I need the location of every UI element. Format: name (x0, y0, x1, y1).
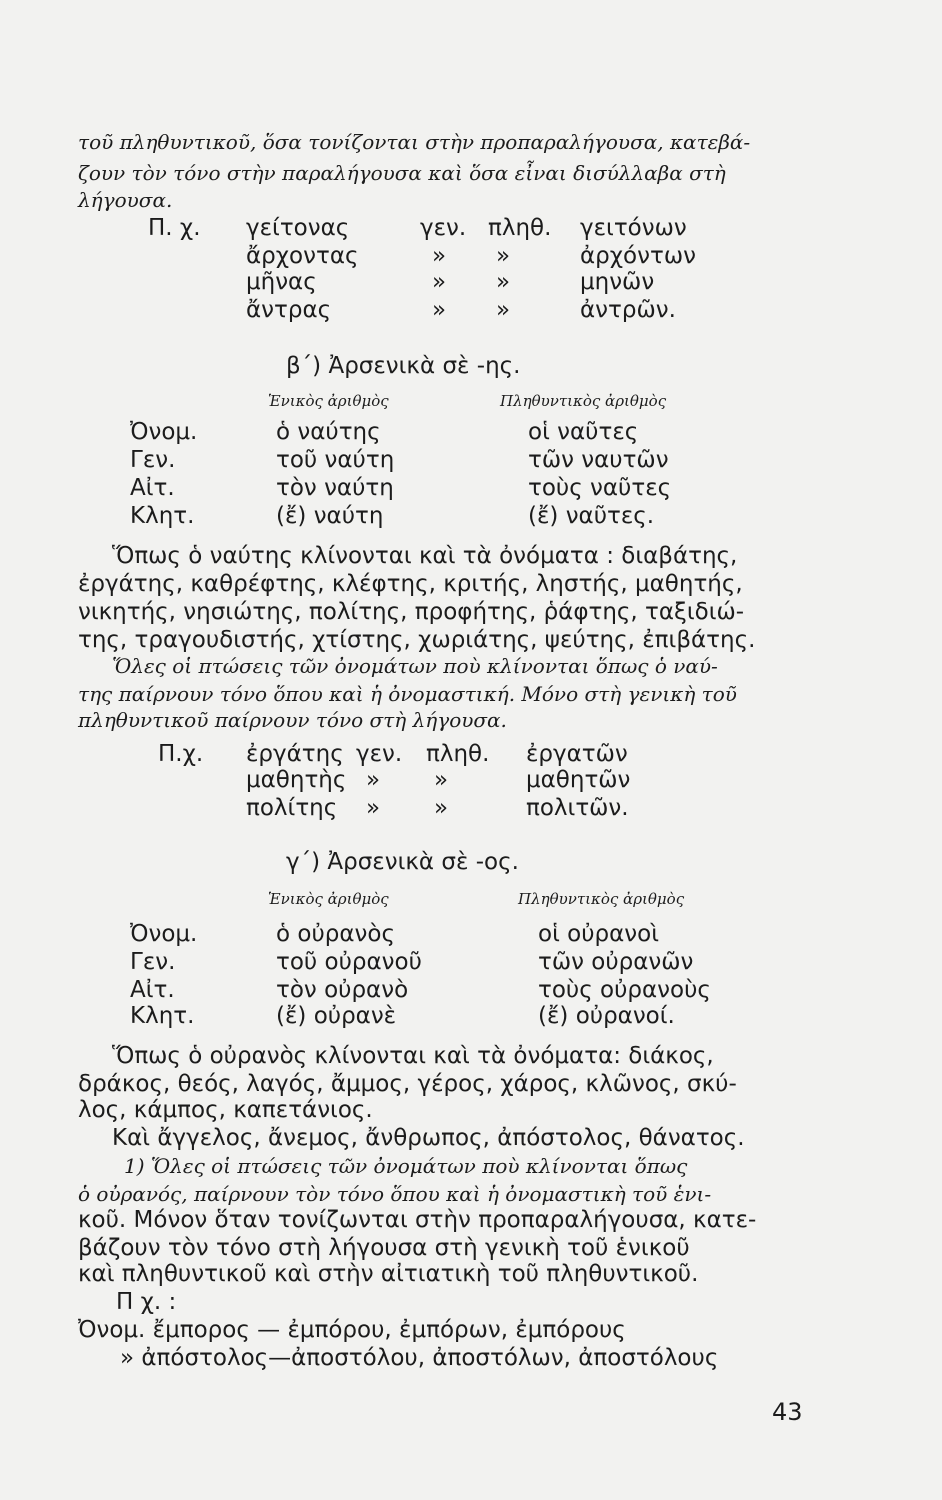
example-col2: πληθ. (426, 741, 490, 767)
body-line: ἐργάτης, καθρέφτης, κλέφτης, κριτής, ληστής, μαθητής, (78, 571, 743, 597)
singular-form: (ἔ) ναύτη (276, 503, 384, 529)
rule-line: της παίρνουν τόνο ὅπου καὶ ἡ ὀνομαστική. Μόνο στὴ γενικὴ τοῦ (78, 682, 737, 706)
singular-form: τὸν οὐρανὸ (276, 977, 409, 1003)
example-col2: » (496, 243, 511, 269)
example-col1: » (432, 243, 447, 269)
example-col1: » (366, 795, 381, 821)
example-col1: γεν. (356, 741, 403, 767)
plural-form: (ἔ) οὐρανοί. (538, 1003, 675, 1029)
case-label: Κλητ. (130, 1003, 195, 1029)
singular-form: τὸν ναύτη (276, 475, 394, 501)
example-plural: γειτόνων (580, 215, 687, 241)
example-word: μαθητὴς (246, 767, 347, 793)
example-col1: γεν. (420, 215, 467, 241)
rule-line: πληθυντικοῦ παίρνουν τόνο στὴ λήγουσα. (78, 708, 507, 732)
note-line: ὁ οὐρανός, παίρνουν τὸν τόνο ὅπου καὶ ἡ ὀνομαστικὴ τοῦ ἑνι- (78, 1182, 712, 1206)
singular-form: τοῦ ναύτη (276, 447, 395, 473)
body-line: Ὅπως ὁ οὐρανὸς κλίνονται καὶ τὰ ὀνόματα: διάκος, (112, 1043, 714, 1069)
page-number: 43 (772, 1398, 803, 1426)
example-plural: πολιτῶν. (526, 795, 629, 821)
body-line: Καὶ ἄγγελος, ἄνεμος, ἄνθρωπος, ἀπόστολος, θάνατος. (112, 1125, 745, 1151)
case-label: Αἰτ. (130, 977, 175, 1003)
case-label: Γεν. (130, 949, 176, 975)
example-plural: ἀντρῶν. (580, 297, 676, 323)
example-label: Π.χ. (158, 741, 204, 767)
example-word: γείτονας (246, 215, 350, 241)
intro-line: ζουν τὸν τόνο στὴν παραλήγουσα καὶ ὅσα εἶναι δισύλλαβα στὴ (78, 161, 726, 185)
body-line: της, τραγουδιστής, χτίστης, χωριάτης, ψεύτης, ἐπιβάτης. (78, 627, 756, 653)
example-word: πολίτης (246, 795, 338, 821)
example-label: Π χ. : (116, 1289, 177, 1315)
singular-form: ὁ οὐρανὸς (276, 921, 395, 947)
body-line: νικητής, νησιώτης, πολίτης, προφήτης, ῥάφτης, ταξιδιώ- (78, 599, 745, 625)
example-plural: ἀρχόντων (580, 243, 696, 269)
example-col1: » (432, 297, 447, 323)
case-label: Γεν. (130, 447, 176, 473)
section-heading: γ΄) Ἀρσενικὰ σὲ -ος. (286, 849, 519, 875)
case-label: Ὀνομ. (130, 419, 198, 445)
example-line: Ὀνομ. ἔμπορος — ἐμπόρου, ἐμπόρων, ἐμπόρους (78, 1317, 626, 1343)
example-word: ἐργάτης (246, 741, 344, 767)
singular-header: Ἑνικὸς ἀριθμὸς (268, 392, 389, 410)
example-col2: » (496, 269, 511, 295)
body-line: Ὅπως ὁ ναύτης κλίνονται καὶ τὰ ὀνόματα : διαβάτης, (112, 543, 738, 569)
intro-line: τοῦ πληθυντικοῦ, ὅσα τονίζονται στὴν προπαραλήγουσα, κατεβά- (78, 130, 751, 154)
body-line: δράκος, θεός, λαγός, ἄμμος, γέρος, χάρος, κλῶνος, σκύ- (78, 1071, 737, 1097)
note-line: καὶ πληθυντικοῦ καὶ στὴν αἰτιατικὴ τοῦ πληθυντικοῦ. (78, 1261, 699, 1287)
singular-form: τοῦ οὐρανοῦ (276, 949, 422, 975)
body-line: λος, κάμπος, καπετάνιος. (78, 1097, 373, 1123)
note-line: 1) Ὅλες οἱ πτώσεις τῶν ὀνομάτων ποὺ κλίνονται ὅπως (124, 1154, 688, 1178)
case-label: Ὀνομ. (130, 921, 198, 947)
plural-form: τῶν ναυτῶν (528, 447, 669, 473)
plural-form: οἱ ναῦτες (528, 419, 639, 445)
plural-header: Πληθυντικὸς ἀριθμὸς (500, 392, 667, 410)
example-label: Π. χ. (148, 215, 201, 241)
example-plural: ἐργατῶν (526, 741, 628, 767)
example-col2: » (434, 767, 449, 793)
example-col2: πληθ. (488, 215, 552, 241)
singular-form: ὁ ναύτης (276, 419, 381, 445)
example-word: μῆνας (246, 269, 317, 295)
case-label: Κλητ. (130, 503, 195, 529)
intro-line: λήγουσα. (78, 188, 173, 212)
example-word: ἄντρας (246, 297, 332, 323)
singular-header: Ἑνικὸς ἀριθμὸς (268, 890, 389, 908)
example-plural: μαθητῶν (526, 767, 631, 793)
singular-form: (ἔ) οὐρανὲ (276, 1003, 397, 1029)
plural-form: τῶν οὐρανῶν (538, 949, 694, 975)
example-col1: » (432, 269, 447, 295)
rule-line: Ὅλες οἱ πτώσεις τῶν ὀνομάτων ποὺ κλίνονται ὅπως ὁ ναύ- (112, 654, 718, 678)
note-line: κοῦ. Μόνον ὅταν τονίζωνται στὴν προπαραλήγουσα, κατε- (78, 1207, 757, 1233)
plural-form: οἱ οὐρανοὶ (538, 921, 660, 947)
example-word: ἄρχοντας (246, 243, 359, 269)
note-line: βάζουν τὸν τόνο στὴ λήγουσα στὴ γενικὴ τοῦ ἑνικοῦ (78, 1235, 690, 1261)
plural-form: τοὺς οὐρανοὺς (538, 977, 711, 1003)
example-line: » ἀπόστολος—ἀποστόλου, ἀποστόλων, ἀποστόλους (120, 1345, 719, 1371)
plural-form: (ἔ) ναῦτες. (528, 503, 655, 529)
example-col2: » (434, 795, 449, 821)
section-heading: β΄) Ἀρσενικὰ σὲ -ης. (286, 353, 521, 379)
example-plural: μηνῶν (580, 269, 655, 295)
example-col2: » (496, 297, 511, 323)
plural-header: Πληθυντικὸς ἀριθμὸς (518, 890, 685, 908)
plural-form: τοὺς ναῦτες (528, 475, 672, 501)
case-label: Αἰτ. (130, 475, 175, 501)
example-col1: » (366, 767, 381, 793)
